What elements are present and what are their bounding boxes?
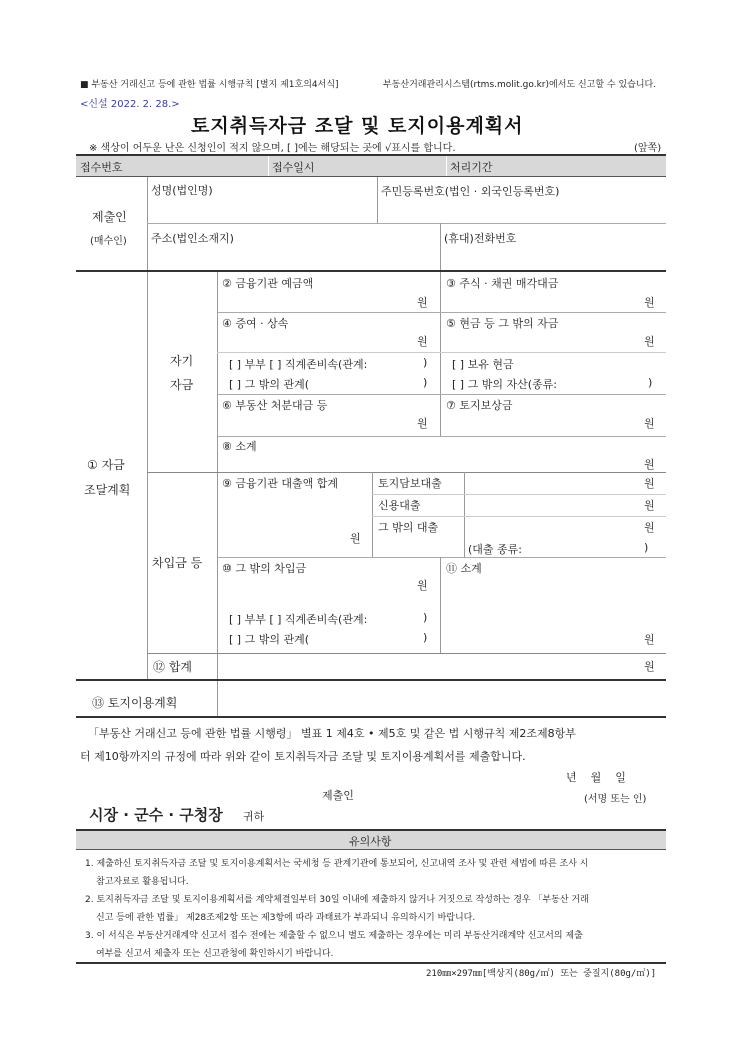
loan-label: 차입금 등 bbox=[152, 556, 203, 570]
own-funds-label-2: 자금 bbox=[170, 378, 194, 392]
other-borrow-unit: 원 bbox=[417, 579, 428, 592]
note-2-line-1: 2. 토지취득자금 조달 및 토지이용계획서를 계약체결일부터 30일 이내에 제출하지 않거나 거짓으로 작성하는 경우 「부동산 거래 bbox=[85, 895, 589, 905]
declaration-line-2: 터 제10항까지의 규정에 따라 위와 같이 토지취득자금 조달 및 토지이용계획서를 제출합니다. bbox=[80, 750, 526, 763]
bank-loan-unit: 원 bbox=[350, 532, 361, 545]
note-1-line-2: 참고자료로 활용됩니다. bbox=[96, 877, 189, 887]
rule-reference: ■ 부동산 거래신고 등에 관한 법률 시행규칙 [별지 제1호의4서식] bbox=[80, 80, 339, 90]
paper-spec: 210㎜×297㎜[백상지(80g/㎡) 또는 중질지(80g/㎡)] bbox=[426, 969, 657, 979]
total-unit: 원 bbox=[644, 660, 655, 673]
deposit-label[interactable]: ② 금융기관 예금액 bbox=[222, 277, 314, 290]
other-asset-checkbox[interactable]: [ ] 그 밖의 자산(종류: bbox=[452, 378, 557, 391]
section-divider bbox=[76, 679, 666, 681]
credit-loan-label[interactable]: 신용대출 bbox=[378, 499, 421, 512]
close-paren: ) bbox=[423, 631, 428, 644]
submission-date[interactable]: 년 월 일 bbox=[566, 771, 626, 784]
real-estate-unit: 원 bbox=[417, 417, 428, 430]
close-paren: ) bbox=[423, 611, 428, 624]
deposit-unit: 원 bbox=[417, 296, 428, 309]
notes-title: 유의사항 bbox=[349, 835, 392, 848]
note-2-line-2: 신고 등에 관한 법률」 제28조제2항 또는 제3항에 따라 과태료가 부과되니 유의하시기 바랍니다. bbox=[96, 913, 476, 923]
land-comp-label[interactable]: ⑦ 토지보상금 bbox=[446, 399, 513, 412]
online-filing-note: 부동산거래관리시스템(rtms.molit.go.kr)에서도 신고할 수 있습니다. bbox=[383, 80, 657, 90]
submitter-sign-label: 제출인 bbox=[322, 789, 354, 802]
note-1-line-1: 1. 제출하신 토지취득자금 조달 및 토지이용계획서는 국세청 등 관계기관에 통보되어, 신고내역 조사 및 관련 세법에 따른 조사 시 bbox=[85, 859, 589, 869]
receipt-row bbox=[76, 156, 666, 176]
bank-loan-label[interactable]: ⑨ 금융기관 대출액 합계 bbox=[222, 477, 338, 490]
land-secured-loan-label[interactable]: 토지담보대출 bbox=[378, 477, 442, 490]
gift-unit: 원 bbox=[417, 335, 428, 348]
gift-label[interactable]: ④ 증여 · 상속 bbox=[222, 317, 289, 330]
declaration-line-1: 「부동산 거래신고 등에 관한 법률 시행령」 별표 1 제4호 • 제5호 및 같은 법 시행규칙 제2조제8항부 bbox=[88, 727, 576, 740]
loan-type-label[interactable]: (대출 종류: bbox=[468, 543, 522, 556]
stock-sale-label[interactable]: ③ 주식 · 채권 매각대금 bbox=[446, 277, 559, 290]
new-date: <신설 2022. 2. 28.> bbox=[80, 99, 180, 110]
instruction-note: ※ 색상이 어두운 난은 신청인이 적지 않으며, [ ]에는 해당되는 곳에 √표시를 합니다. bbox=[89, 143, 456, 154]
land-comp-unit: 원 bbox=[644, 417, 655, 430]
subtotal-loan-unit: 원 bbox=[644, 633, 655, 646]
name-field-label[interactable]: 성명(법인명) bbox=[151, 184, 213, 197]
cash-other-label[interactable]: ⑤ 현금 등 그 밖의 자금 bbox=[446, 317, 559, 330]
close-paren: ) bbox=[423, 356, 428, 369]
total-label[interactable]: ⑫ 합계 bbox=[153, 660, 192, 674]
submitter-label: 제출인 bbox=[92, 210, 127, 224]
loan-relation-other-checkbox[interactable]: [ ] 그 밖의 관계( bbox=[229, 633, 309, 646]
subtotal-loan-label[interactable]: ⑪ 소계 bbox=[446, 562, 482, 575]
other-loan-label[interactable]: 그 밖의 대출 bbox=[378, 521, 439, 534]
receipt-date-label: 접수일시 bbox=[272, 161, 315, 174]
cash-other-unit: 원 bbox=[644, 335, 655, 348]
table-bottom-border bbox=[76, 716, 666, 718]
stock-sale-unit: 원 bbox=[644, 296, 655, 309]
land-use-label[interactable]: ⑬ 토지이용계획 bbox=[92, 696, 178, 710]
phone-field-label[interactable]: (휴대)전화번호 bbox=[444, 232, 517, 245]
address-field-label[interactable]: 주소(법인소재지) bbox=[151, 232, 234, 245]
page-side: (앞쪽) bbox=[634, 143, 662, 154]
addressee-honorific: 귀하 bbox=[243, 810, 265, 823]
relation-spouse-checkbox[interactable]: [ ] 부부 [ ] 직계존비속(관계: bbox=[229, 358, 368, 371]
relation-other-checkbox[interactable]: [ ] 그 밖의 관계( bbox=[229, 378, 309, 391]
close-paren: ) bbox=[423, 376, 428, 389]
note-3-line-2: 여부를 신고서 제출자 또는 신고관청에 확인하시기 바랍니다. bbox=[96, 949, 334, 959]
section-divider bbox=[76, 270, 666, 272]
close-paren: ) bbox=[644, 541, 649, 554]
subtotal-own-unit: 원 bbox=[644, 458, 655, 471]
own-funds-label-1: 자기 bbox=[170, 354, 194, 368]
cash-hold-checkbox[interactable]: [ ] 보유 현금 bbox=[452, 358, 514, 371]
note-3-line-1: 3. 이 서식은 부동산거래계약 신고서 접수 전에는 제출할 수 없으니 별도 제출하는 경우에는 미리 부동산거래계약 신고서의 제출 bbox=[85, 931, 583, 941]
processing-period-label: 처리기간 bbox=[450, 161, 493, 174]
id-number-field-label[interactable]: 주민등록번호(법인 · 외국인등록번호) bbox=[381, 185, 560, 198]
receipt-number-label: 접수번호 bbox=[80, 161, 123, 174]
addressee: 시장 · 군수 · 구청장 bbox=[89, 806, 223, 824]
funding-section-label-1: ① 자금 bbox=[87, 458, 125, 472]
signature-placeholder[interactable]: (서명 또는 인) bbox=[584, 794, 647, 805]
close-paren: ) bbox=[648, 376, 653, 389]
loan-relation-spouse-checkbox[interactable]: [ ] 부부 [ ] 직계존비속(관계: bbox=[229, 613, 368, 626]
submitter-sublabel: (매수인) bbox=[90, 236, 127, 247]
page-title: 토지취득자금 조달 및 토지이용계획서 bbox=[191, 115, 524, 137]
credit-loan-unit: 원 bbox=[644, 499, 655, 512]
other-borrow-label[interactable]: ⑩ 그 밖의 차입금 bbox=[222, 562, 307, 575]
real-estate-label[interactable]: ⑥ 부동산 처분대금 등 bbox=[222, 399, 328, 412]
funding-section-label-2: 조달계획 bbox=[84, 483, 131, 497]
subtotal-own-label[interactable]: ⑧ 소계 bbox=[222, 440, 257, 453]
land-secured-unit: 원 bbox=[644, 477, 655, 490]
other-loan-unit: 원 bbox=[644, 521, 655, 534]
